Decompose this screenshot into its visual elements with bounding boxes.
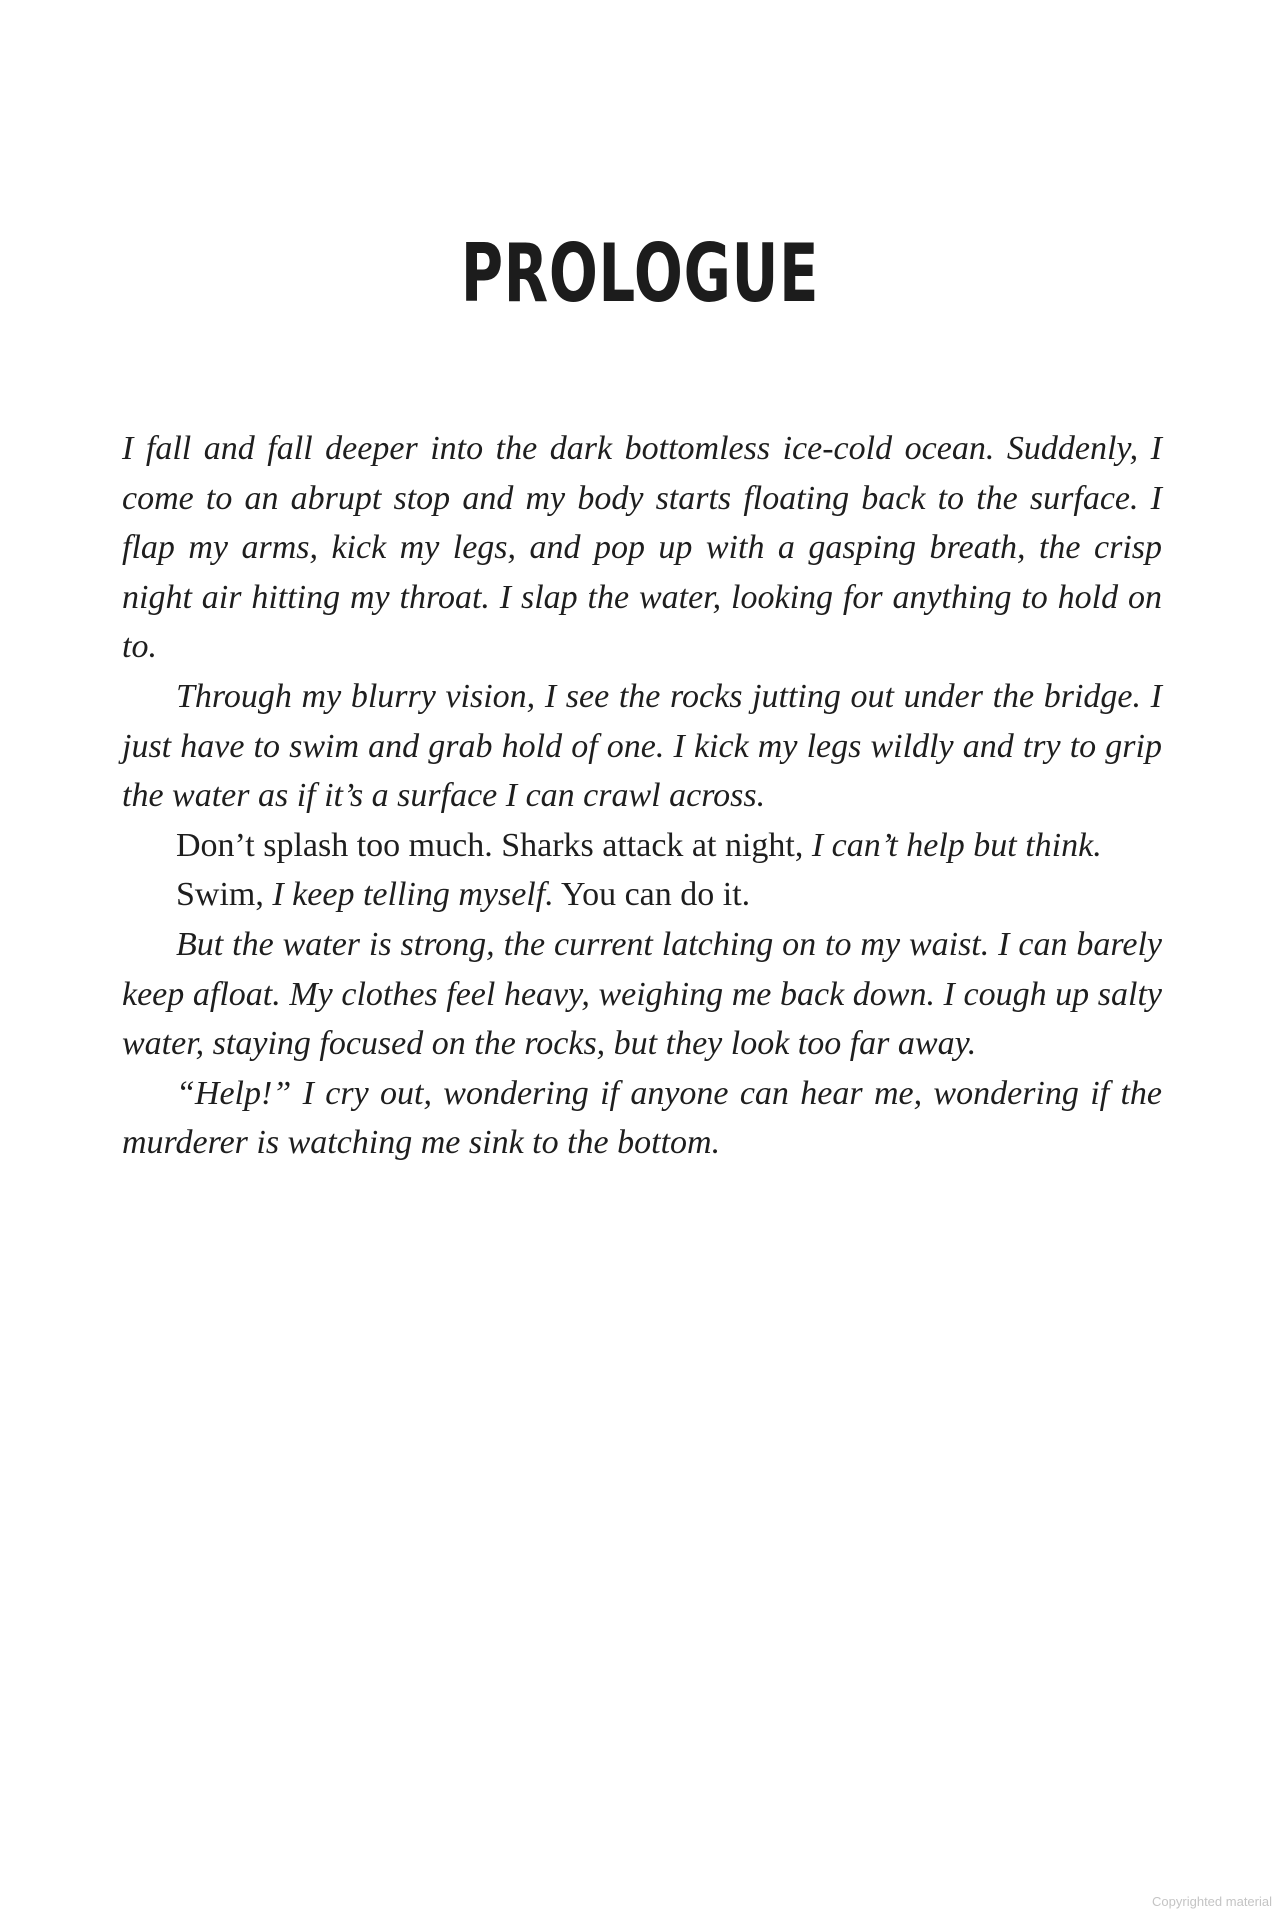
paragraph-5: But the water is strong, the current latching on to my waist. I can barely keep afloat. My clothes feel heavy, weighing me back down. I cough up salty water, staying focused on the rocks, but they look too far away. [122, 925, 1162, 1063]
paragraph-4-italic: I keep telling myself. [263, 876, 554, 914]
chapter-body [122, 424, 1162, 1168]
chapter-title: PROLOGUE [460, 227, 820, 320]
paragraph-3-italic: I can’t help but think. [803, 826, 1102, 864]
paragraph-4-roman-a: Swim, [176, 876, 264, 914]
paragraph-4 [122, 870, 1162, 920]
paragraph-4-roman-b: You can do it. [553, 876, 751, 914]
copyright-notice: Copyrighted material [1152, 1894, 1272, 1909]
paragraph-3 [122, 821, 1162, 871]
paragraph-6: “Help!” I cry out, wondering if anyone can hear me, wondering if the murderer is watching me sink to the bottom. [122, 1074, 1162, 1162]
paragraph-3-roman: Don’t splash too much. Sharks attack at night, [176, 826, 804, 864]
paragraph-1: I fall and fall deeper into the dark bottomless ice-cold ocean. Suddenly, I come to an abrupt stop and my body starts floating back to the surface. I flap my arms, kick my legs, and pop up with a gasping breath, the crisp night air hitting my throat. I slap the water, looking for anything to hold on to. [122, 430, 1162, 666]
paragraph-2: Through my blurry vision, I see the rocks jutting out under the bridge. I just have to swim and grab hold of one. I kick my legs wildly and try to grip the water as if it’s a surface I can crawl across. [122, 677, 1162, 815]
